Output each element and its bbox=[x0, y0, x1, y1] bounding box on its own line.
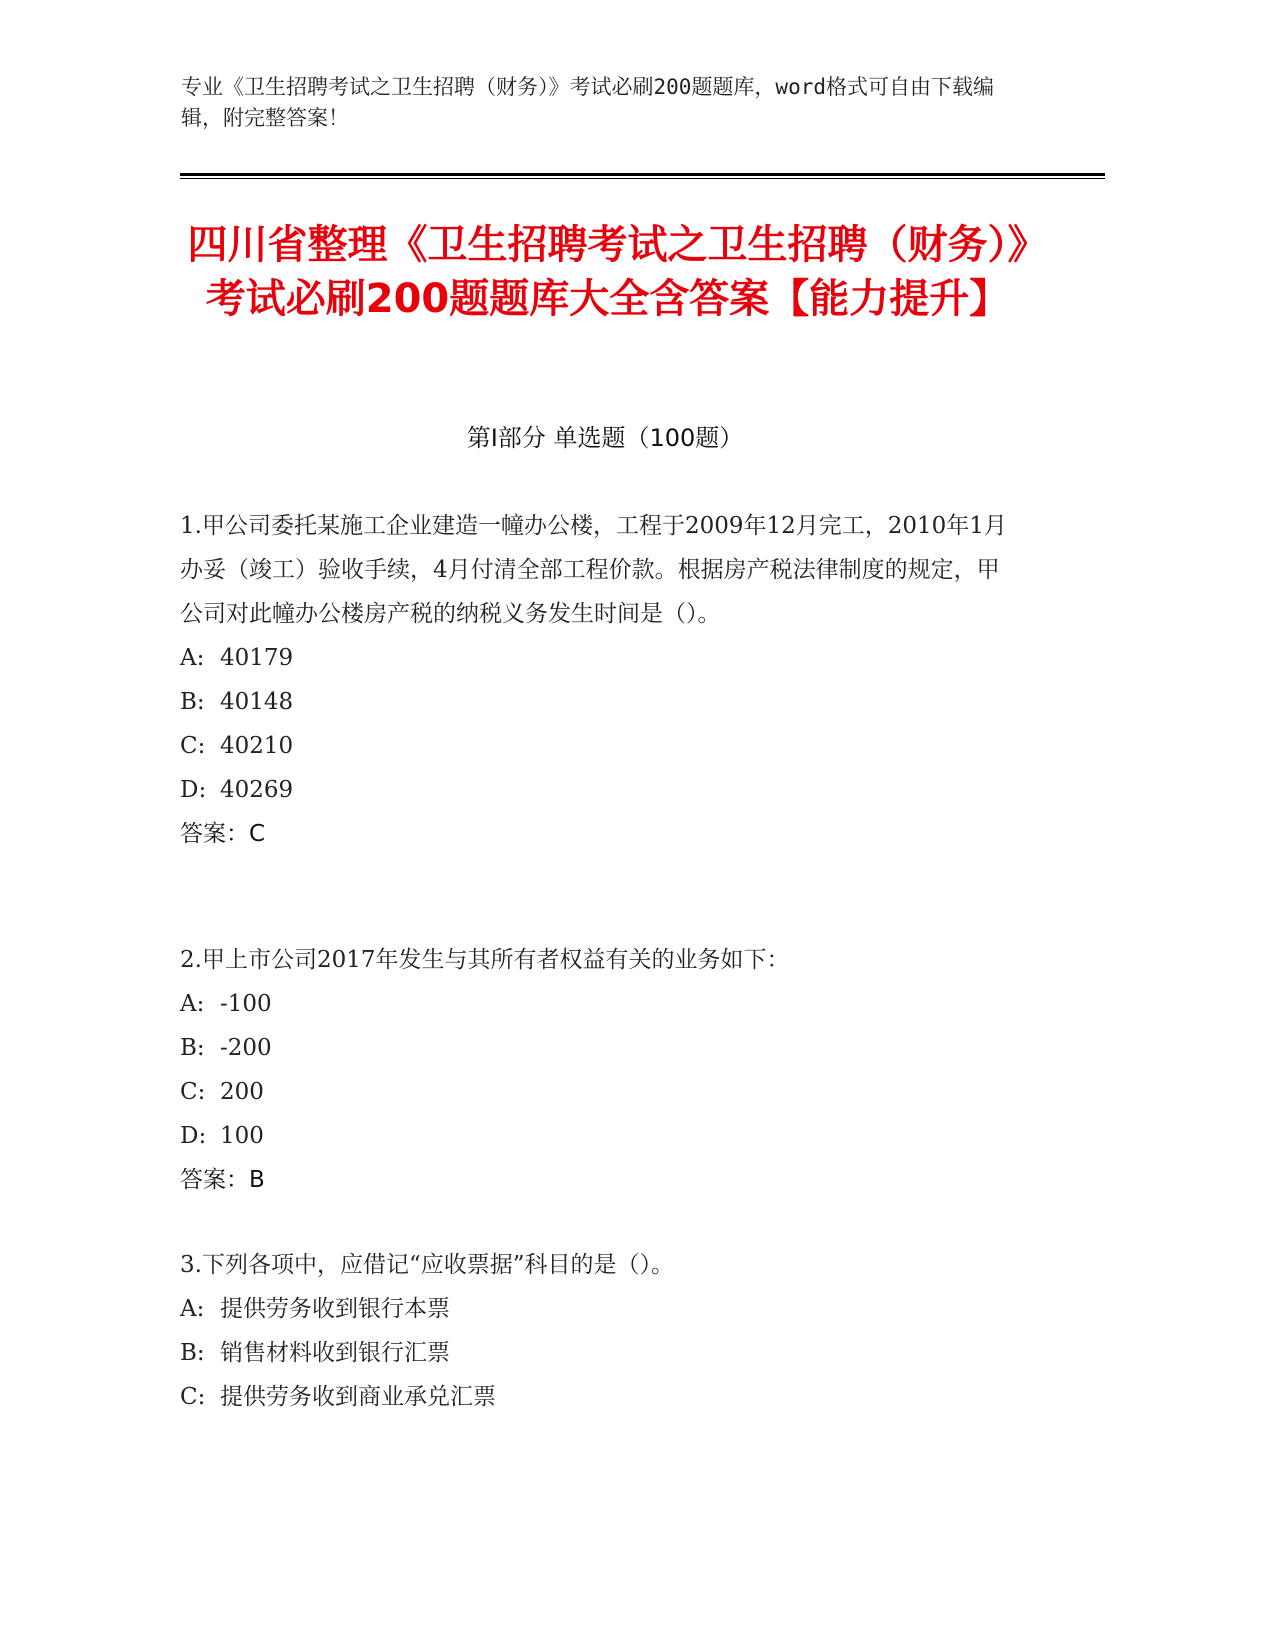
option-text: 提供劳务收到商业承兑汇票 bbox=[220, 1384, 496, 1410]
option-b bbox=[180, 1331, 1020, 1375]
option-a bbox=[180, 1287, 1020, 1331]
option-letter: A: bbox=[180, 645, 205, 671]
option-b bbox=[180, 680, 1020, 724]
option-text: 提供劳务收到银行本票 bbox=[220, 1296, 450, 1322]
option-text: 200 bbox=[220, 1079, 264, 1105]
question-1 bbox=[180, 504, 1020, 856]
option-text: 销售材料收到银行汇票 bbox=[220, 1340, 450, 1366]
option-letter: B: bbox=[180, 1035, 205, 1061]
question-text: 3.下列各项中，应借记“应收票据”科目的是（）。 bbox=[180, 1252, 674, 1278]
option-text: 40179 bbox=[220, 645, 294, 671]
option-letter: D: bbox=[180, 777, 207, 803]
question-2 bbox=[180, 938, 1020, 1202]
option-b bbox=[180, 1026, 1020, 1070]
option-c bbox=[180, 724, 1020, 768]
option-text: 40210 bbox=[220, 733, 294, 759]
option-letter: B: bbox=[180, 1340, 205, 1366]
option-letter: C: bbox=[180, 1079, 206, 1105]
option-text: 40269 bbox=[220, 777, 294, 803]
question-text: 2.甲上市公司2017年发生与其所有者权益有关的业务如下： bbox=[180, 947, 790, 973]
header-rule-thin bbox=[180, 178, 1105, 179]
option-a bbox=[180, 982, 1020, 1026]
option-text: 100 bbox=[220, 1123, 264, 1149]
header-note: 专业《卫生招聘考试之卫生招聘（财务）》考试必刷200题题库，word格式可自由下载编辑，附完整答案！ bbox=[181, 75, 994, 130]
option-letter: A: bbox=[180, 991, 205, 1017]
option-letter: B: bbox=[180, 689, 205, 715]
answer: 答案：C bbox=[180, 821, 266, 847]
option-letter: C: bbox=[180, 733, 206, 759]
option-d bbox=[180, 768, 1020, 812]
option-text: -100 bbox=[220, 991, 272, 1017]
question-3 bbox=[180, 1243, 1020, 1419]
option-letter: D: bbox=[180, 1123, 207, 1149]
option-c bbox=[180, 1375, 1020, 1419]
answer: 答案：B bbox=[180, 1167, 265, 1193]
section-heading: 第I部分 单选题（100题） bbox=[466, 424, 744, 452]
option-c bbox=[180, 1070, 1020, 1114]
option-text: -200 bbox=[220, 1035, 272, 1061]
option-d bbox=[180, 1114, 1020, 1158]
header-rule-thick bbox=[180, 173, 1105, 176]
option-letter: A: bbox=[180, 1296, 205, 1322]
question-text: 1.甲公司委托某施工企业建造一幢办公楼，工程于2009年12月完工，2010年1月办妥（竣工）验收手续，4月付清全部工程价款。根据房产税法律制度的规定，甲公司对此幢办公楼房产税的纳税义务发生时间是（）。 bbox=[180, 513, 1007, 627]
option-letter: C: bbox=[180, 1384, 206, 1410]
document-title: 四川省整理《卫生招聘考试之卫生招聘（财务）》考试必刷200题题库大全含答案【能力提升】 bbox=[187, 222, 1028, 322]
option-text: 40148 bbox=[220, 689, 294, 715]
option-a bbox=[180, 636, 1020, 680]
